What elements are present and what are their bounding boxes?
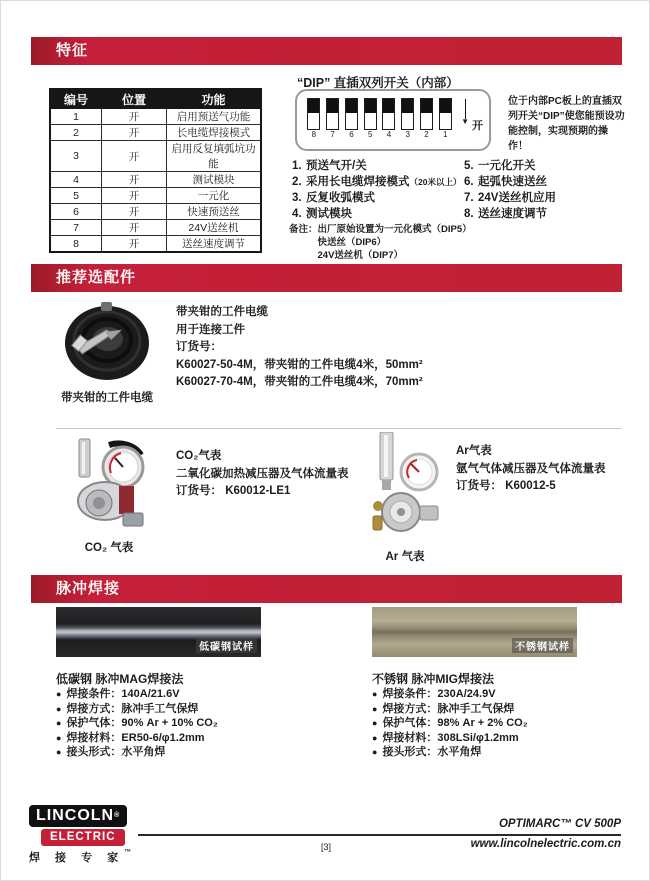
page-number: [3] — [320, 842, 332, 852]
footer-rule — [138, 834, 621, 836]
dip-switch-6: 6 — [345, 98, 359, 139]
list-item: 7. 24V送丝机应用 — [464, 192, 556, 204]
co2-meter-description: CO₂气表 二氧化碳加热减压器及气体流量表 订货号： K60012-LE1 — [176, 450, 349, 497]
section-title: 推荐选配件 — [56, 269, 137, 286]
table-header-row — [50, 89, 261, 109]
dip-description: 位于内部PC板上的直插双列开关“DIP”使您能预设功能控制，实现预期的操作！ — [508, 96, 625, 152]
section-divider — [56, 428, 622, 429]
section-title: 脉冲焊接 — [56, 580, 121, 597]
dip-switch-8: 8 — [307, 98, 321, 139]
bullet-icon: ● — [372, 732, 378, 743]
bullet-icon: ● — [56, 747, 62, 757]
dip-switch-1: 1 — [438, 98, 452, 139]
table-row: 8 开 送丝速度调节 — [50, 236, 261, 253]
section-title: 特征 — [56, 42, 89, 59]
cable-caption: 带夹钳的工件电缆 — [61, 392, 153, 404]
table-row: 4 开 测试模块 — [50, 172, 261, 188]
dip-switch-4: 4 — [382, 98, 396, 139]
bullet-icon: ● — [56, 689, 62, 699]
arrow-down-icon: ▼ — [461, 99, 469, 126]
ar-meter-caption: Ar 气表 — [385, 551, 425, 563]
spec-line: ● 接头形式：水平角焊 — [372, 746, 482, 758]
table-row: 5 开 一元化 — [50, 188, 261, 204]
co2-regulator-image — [63, 437, 155, 535]
list-item: 8. 送丝速度调节 — [464, 208, 547, 220]
list-item: 6. 起弧快速送丝 — [464, 176, 547, 188]
mild-steel-sample-image — [56, 607, 261, 657]
pulse-mig-block — [372, 607, 632, 760]
dip-on-label: 开 — [472, 120, 484, 132]
cable-description: 带夹钳的工件电缆 用于连接工件 订货号： K60027-50-4M，带夹钳的工件电缆4米，50mm² K60027-70-4M，带夹钳的工件电缆4米，70mm² — [176, 306, 423, 388]
col-header-function: 功能 — [167, 89, 262, 109]
stainless-steel-sample-image — [372, 607, 577, 657]
note-label: 备注： — [289, 224, 318, 235]
spec-line: ● 焊接方式：脉冲手工气保焊 — [56, 702, 199, 715]
logo-tagline: 焊 接 专 家™ — [29, 849, 132, 864]
list-item: 3. 反复收弧模式 — [292, 192, 375, 204]
spec-line: ● 保护气体：98% Ar + 2% CO₂ — [372, 717, 528, 729]
bullet-icon: ● — [372, 718, 378, 728]
dip-function-list — [292, 158, 604, 222]
dip-function-table — [49, 88, 262, 253]
dip-switch-2: 2 — [420, 98, 434, 139]
list-item: 5. 一元化开关 — [464, 160, 536, 172]
spec-line: ● 焊接条件：140A/21.6V — [56, 688, 180, 700]
dip-factory-note: 备注： 出厂原始设置为一元化模式（DIP5） 快送丝（DIP6） 24V送丝机（DIP7） — [289, 224, 472, 261]
pulse-mag-block — [56, 607, 316, 760]
dip-switch-5: 5 — [363, 98, 377, 139]
table-row: 3 开 启用反复填弧坑功能 — [50, 141, 261, 172]
bullet-icon: ● — [372, 689, 378, 699]
spec-line: ● 焊接方式：脉冲手工气保焊 — [372, 702, 515, 715]
bullet-icon: ● — [56, 718, 62, 728]
list-item: 2. 采用长电缆焊接模式（20米以上） — [292, 176, 462, 188]
spec-line: ● 焊接条件：230A/24.9V — [372, 688, 496, 700]
work-cable-image — [59, 299, 155, 383]
logo-electric: ELECTRIC — [41, 829, 125, 846]
bullet-icon: ● — [56, 703, 62, 714]
product-name: OPTIMARC™ CV 500P — [498, 818, 621, 830]
sample-label: 不锈钢试样 — [512, 638, 573, 653]
list-item: 1. 预送气开/关 — [292, 160, 367, 172]
table-row: 1 开 启用预送气功能 — [50, 109, 261, 125]
logo-lincoln: LINCOLN® — [29, 805, 127, 827]
table-row: 2 开 长电缆焊接模式 — [50, 125, 261, 141]
dip-switch-7: 7 — [326, 98, 340, 139]
spec-line: ● 焊接材料：ER50-6/φ1.2mm — [56, 731, 205, 744]
table-row: 6 开 快速预送丝 — [50, 204, 261, 220]
bullet-icon: ● — [56, 732, 62, 743]
page-footer — [1, 805, 650, 875]
table-row: 7 开 24V送丝机 — [50, 220, 261, 236]
dip-switch-diagram — [295, 89, 491, 151]
col-header-number: 编号 — [50, 89, 102, 109]
ar-meter-description: Ar气表 氩气气体减压器及气体流量表 订货号： K60012-5 — [456, 445, 606, 492]
spec-line: ● 接头形式：水平角焊 — [56, 746, 166, 758]
section-header-accessories — [31, 264, 622, 292]
col-header-position: 位置 — [102, 89, 167, 109]
lincoln-electric-logo — [29, 805, 131, 865]
pulse-mig-heading: 不锈钢 脉冲MIG焊接法 — [372, 672, 494, 686]
bullet-icon: ● — [372, 747, 378, 757]
pulse-mag-heading: 低碳钢 脉冲MAG焊接法 — [56, 672, 184, 686]
section-header-pulse — [31, 575, 622, 603]
ar-regulator-image — [367, 432, 449, 544]
section-header-features — [31, 37, 622, 65]
dip-switch-3: 3 — [401, 98, 415, 139]
sample-label: 低碳钢试样 — [196, 638, 257, 653]
co2-meter-caption: CO₂ 气表 — [84, 542, 134, 554]
website-url: www.lincolnelectric.com.cn — [470, 838, 621, 850]
spec-line: ● 焊接材料：308LSi/φ1.2mm — [372, 731, 519, 744]
bullet-icon: ● — [372, 703, 378, 714]
spec-line: ● 保护气体：90% Ar + 10% CO₂ — [56, 717, 218, 729]
dip-switch-title: “DIP” 直插双列开关（内部） — [297, 76, 459, 90]
list-item: 4. 测试模块 — [292, 208, 352, 220]
